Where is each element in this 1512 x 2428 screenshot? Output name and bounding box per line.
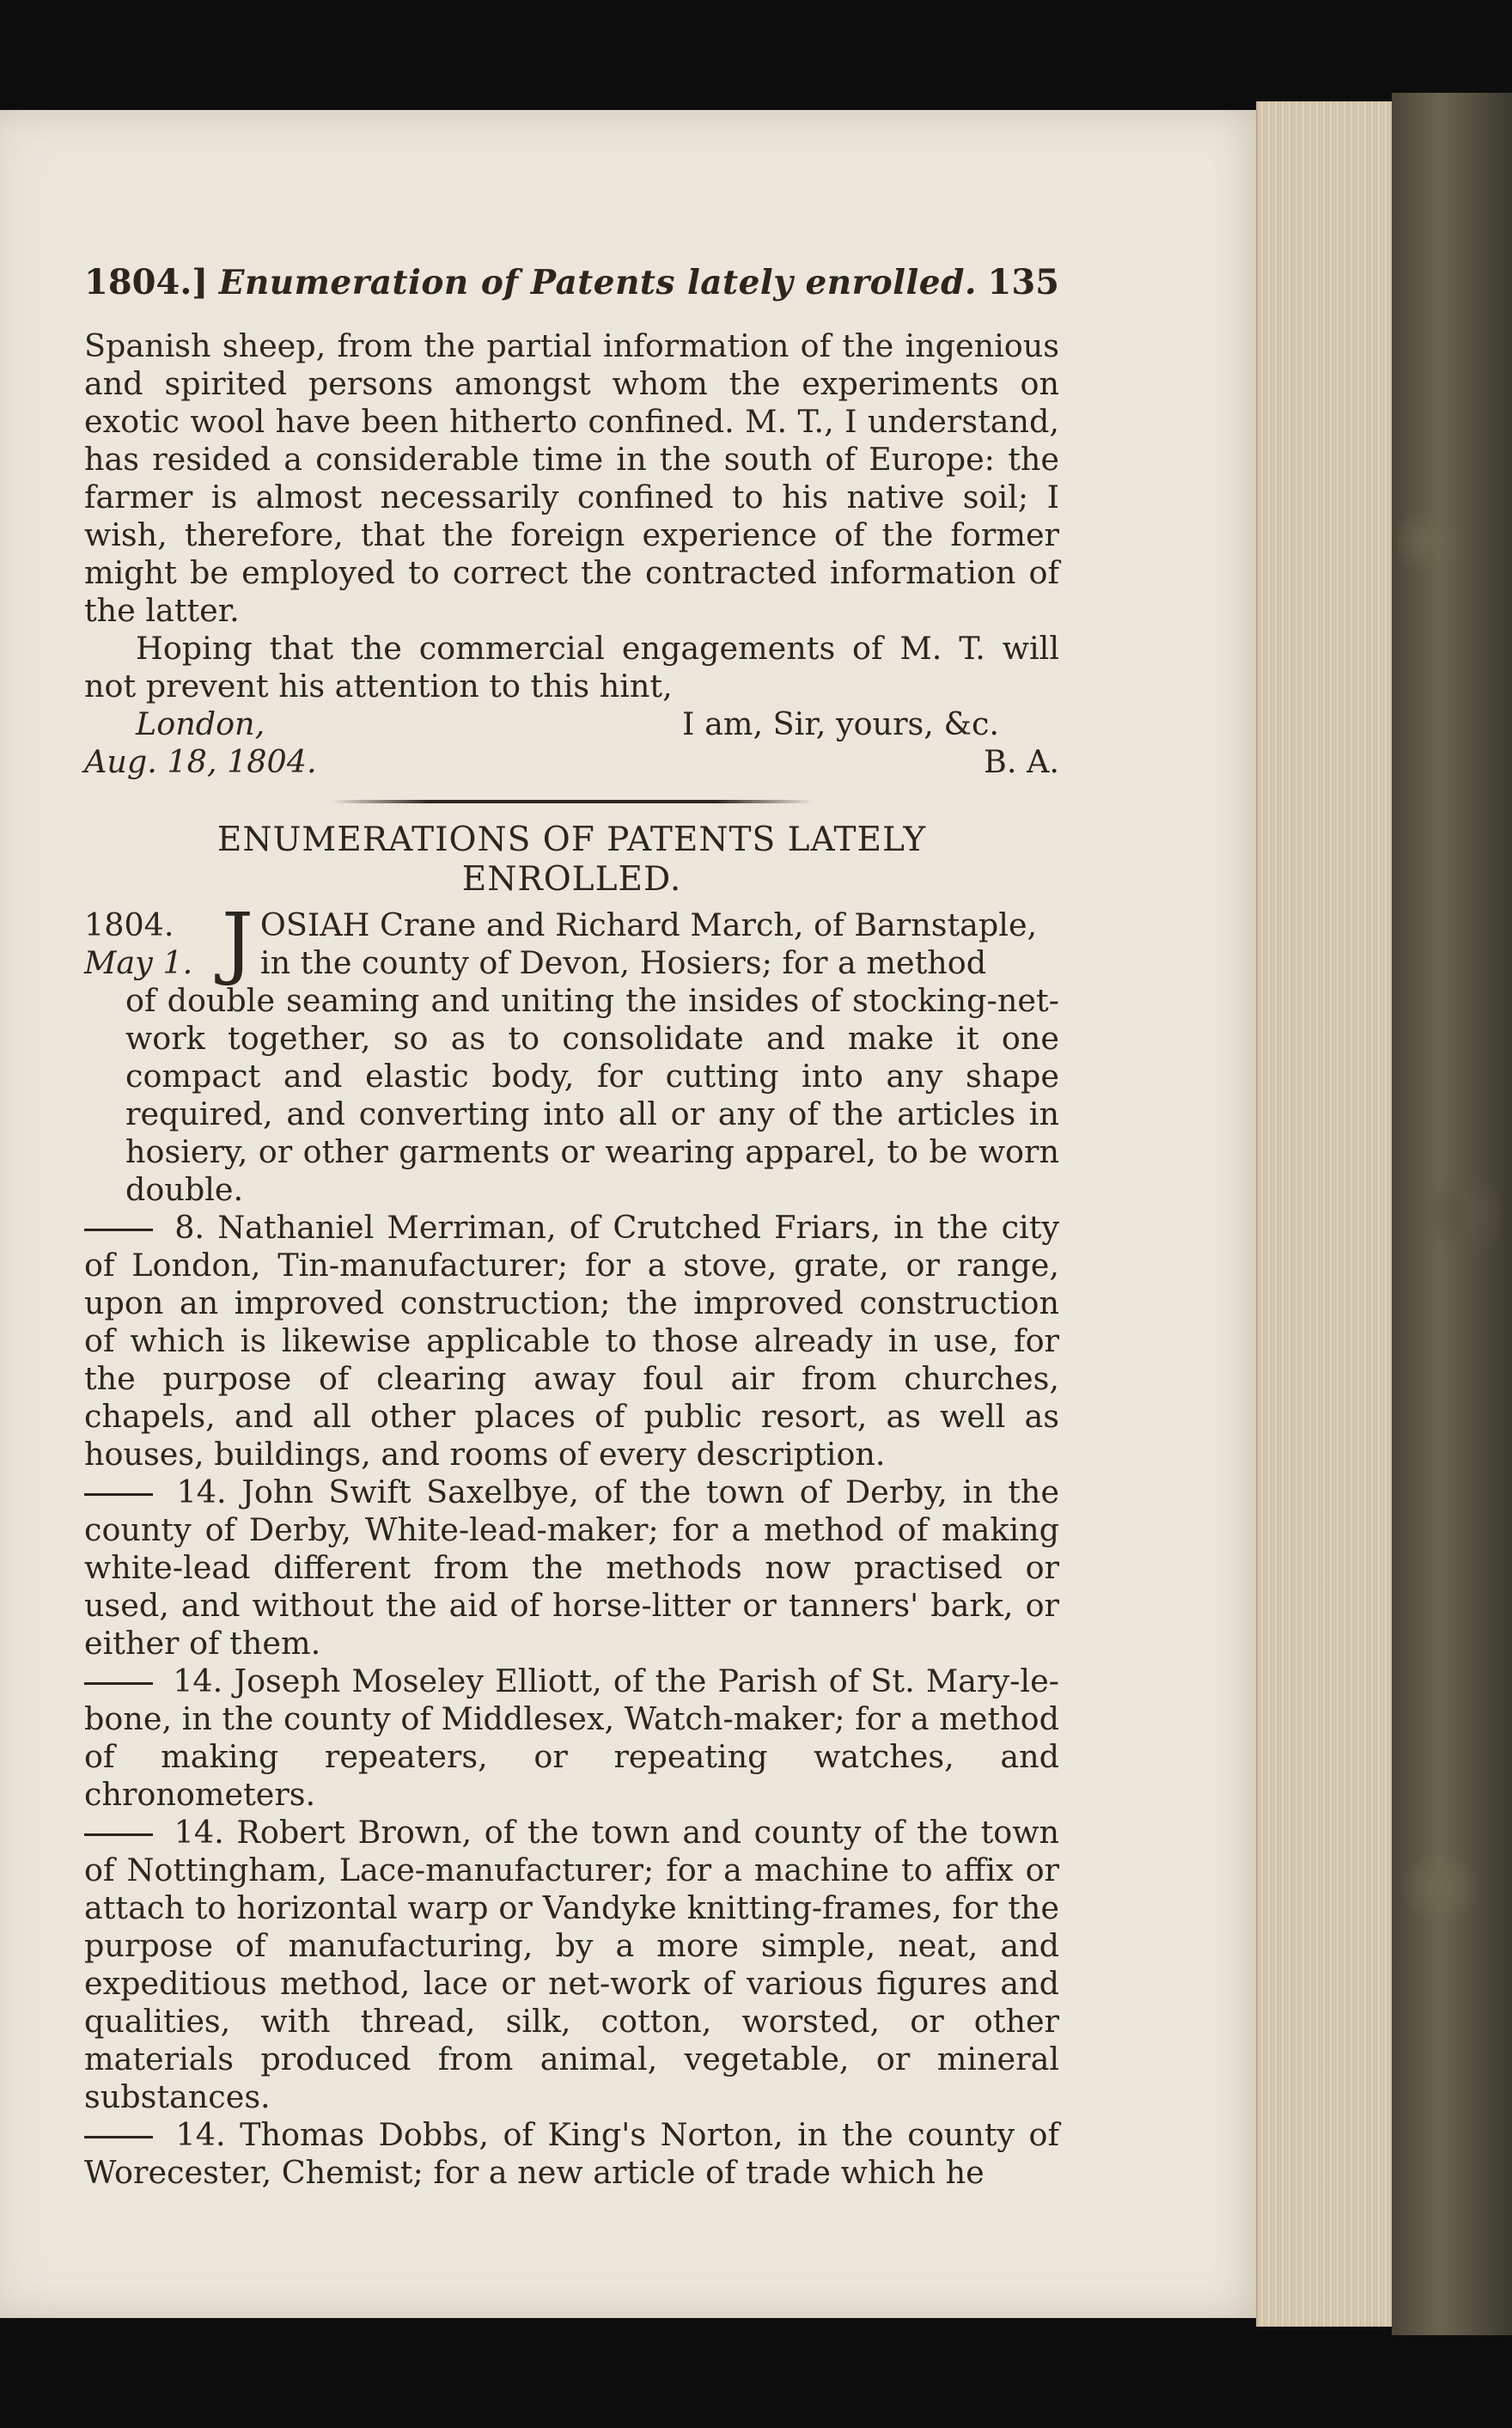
patent-entry-3 bbox=[84, 1473, 1059, 1662]
entry-day: 14. bbox=[173, 1662, 223, 1699]
letter-place: London, bbox=[136, 705, 265, 742]
section-title-line-1: ENUMERATIONS OF PATENTS LATELY bbox=[216, 821, 927, 859]
letter-date: Aug. 18, 1804. bbox=[84, 743, 317, 780]
page-fore-edge bbox=[1256, 101, 1402, 2327]
running-head bbox=[84, 262, 1059, 310]
book-cover-edge bbox=[1392, 93, 1512, 2335]
section-title-line-2: ENROLLED. bbox=[461, 860, 682, 899]
ditto-dash bbox=[84, 1662, 162, 1700]
letter-closing-row bbox=[84, 705, 1059, 743]
entry-text: of double seaming and uniting the insides of stocking-net-work together, so as to consolidate and make it one compact and elastic body, for cutting into any shape required, and converting into all or any of the articles in hosiery, or other garments or wearing apparel, to be worn double. bbox=[125, 982, 1059, 1208]
entry-day: 14. bbox=[176, 1473, 227, 1510]
entry-text: Thomas Dobbs, of King's Norton, in the county of Worecester, Chemist; for a new article of trade which he bbox=[84, 2116, 1060, 2191]
ditto-dash bbox=[84, 1473, 162, 1511]
letter-body bbox=[84, 327, 1059, 705]
entry-year: 1804. bbox=[84, 906, 174, 943]
ditto-dash bbox=[84, 2116, 162, 2154]
patent-entry-6 bbox=[84, 2116, 1059, 2192]
entry-day: 14. bbox=[174, 1814, 224, 1851]
letter-date-row bbox=[84, 743, 1059, 781]
page-content bbox=[84, 262, 1059, 2192]
entry-day: 14. bbox=[175, 2116, 226, 2153]
entry-day: 8. bbox=[174, 1209, 205, 1246]
letter-closing: I am, Sir, yours, &c. bbox=[682, 705, 999, 742]
drop-cap: J bbox=[222, 896, 253, 988]
patent-entry-1 bbox=[84, 896, 1059, 1209]
entry-date-block bbox=[84, 906, 222, 982]
ditto-dash bbox=[84, 1814, 162, 1852]
patent-entry-5 bbox=[84, 1814, 1059, 2116]
ditto-dash bbox=[84, 1209, 162, 1247]
letter-paragraph-1: Spanish sheep, from the partial information of the ingenious and spirited persons amongst whom the experiments on exotic wool have been hitherto confined. M. T., I understand, has resided a considerable time in the south of Europe: the farmer is almost necessarily confined to his native soil; I wish, therefore, that the foreign experience of the former might be employed to correct the contracted information of the latter. bbox=[84, 327, 1059, 629]
section-title bbox=[84, 821, 1059, 900]
entry-text: Robert Brown, of the town and county of the town of Nottingham, Lace-manufacturer; for a machine to affix or attach to horizontal warp or Vandyke knitting-frames, for the purpose of manufacturing, by a more simple, neat, and expeditious method, lace or net-work of various figures and qualities, with thread, silk, cotton, worsted, or other materials produced from animal, vegetable, or mineral substances. bbox=[84, 1814, 1059, 2115]
page-number: 135 bbox=[987, 262, 1059, 302]
entry-text: Nathaniel Merriman, of Crutched Friars, in the city of London, Tin-manufacturer; for a stove, grate, or range, upon an improved construction; the improved construction of which is likewise applicable to those already in use, for the purpose of clearing away foul air from churches, chapels, and all other places of public resort, as well as houses, buildings, and rooms of every description. bbox=[84, 1209, 1059, 1473]
section-divider bbox=[332, 800, 813, 803]
running-head-year: 1804.] bbox=[84, 262, 209, 302]
letter-paragraph-2: Hoping that the commercial engagements of M. T. will not prevent his attention to this hint, bbox=[84, 630, 1059, 705]
patent-entry-2 bbox=[84, 1209, 1059, 1473]
letter-signature: B. A. bbox=[984, 743, 1059, 780]
entry-text: Joseph Moseley Elliott, of the Parish of St. Mary-le-bone, in the county of Middlesex, Watch-maker; for a method of making repeaters, or repeating watches, and chronometers. bbox=[84, 1662, 1060, 1813]
patent-entry-4 bbox=[84, 1662, 1059, 1814]
running-head-title: Enumeration of Patents lately enrolled. bbox=[218, 263, 977, 302]
entry-month: May 1. bbox=[84, 944, 193, 981]
entry-line-1: OSIAH Crane and Richard March, of Barnstaple, bbox=[259, 906, 1038, 943]
entry-line-2: in the county of Devon, Hosiers; for a method bbox=[259, 944, 987, 981]
entry-text: John Swift Saxelbye, of the town of Derby, in the county of Derby, White-lead-maker; for a method of making white-lead different from the methods now practised or used, and without the aid of horse-litter or tanners' bark, or either of them. bbox=[84, 1473, 1059, 1662]
